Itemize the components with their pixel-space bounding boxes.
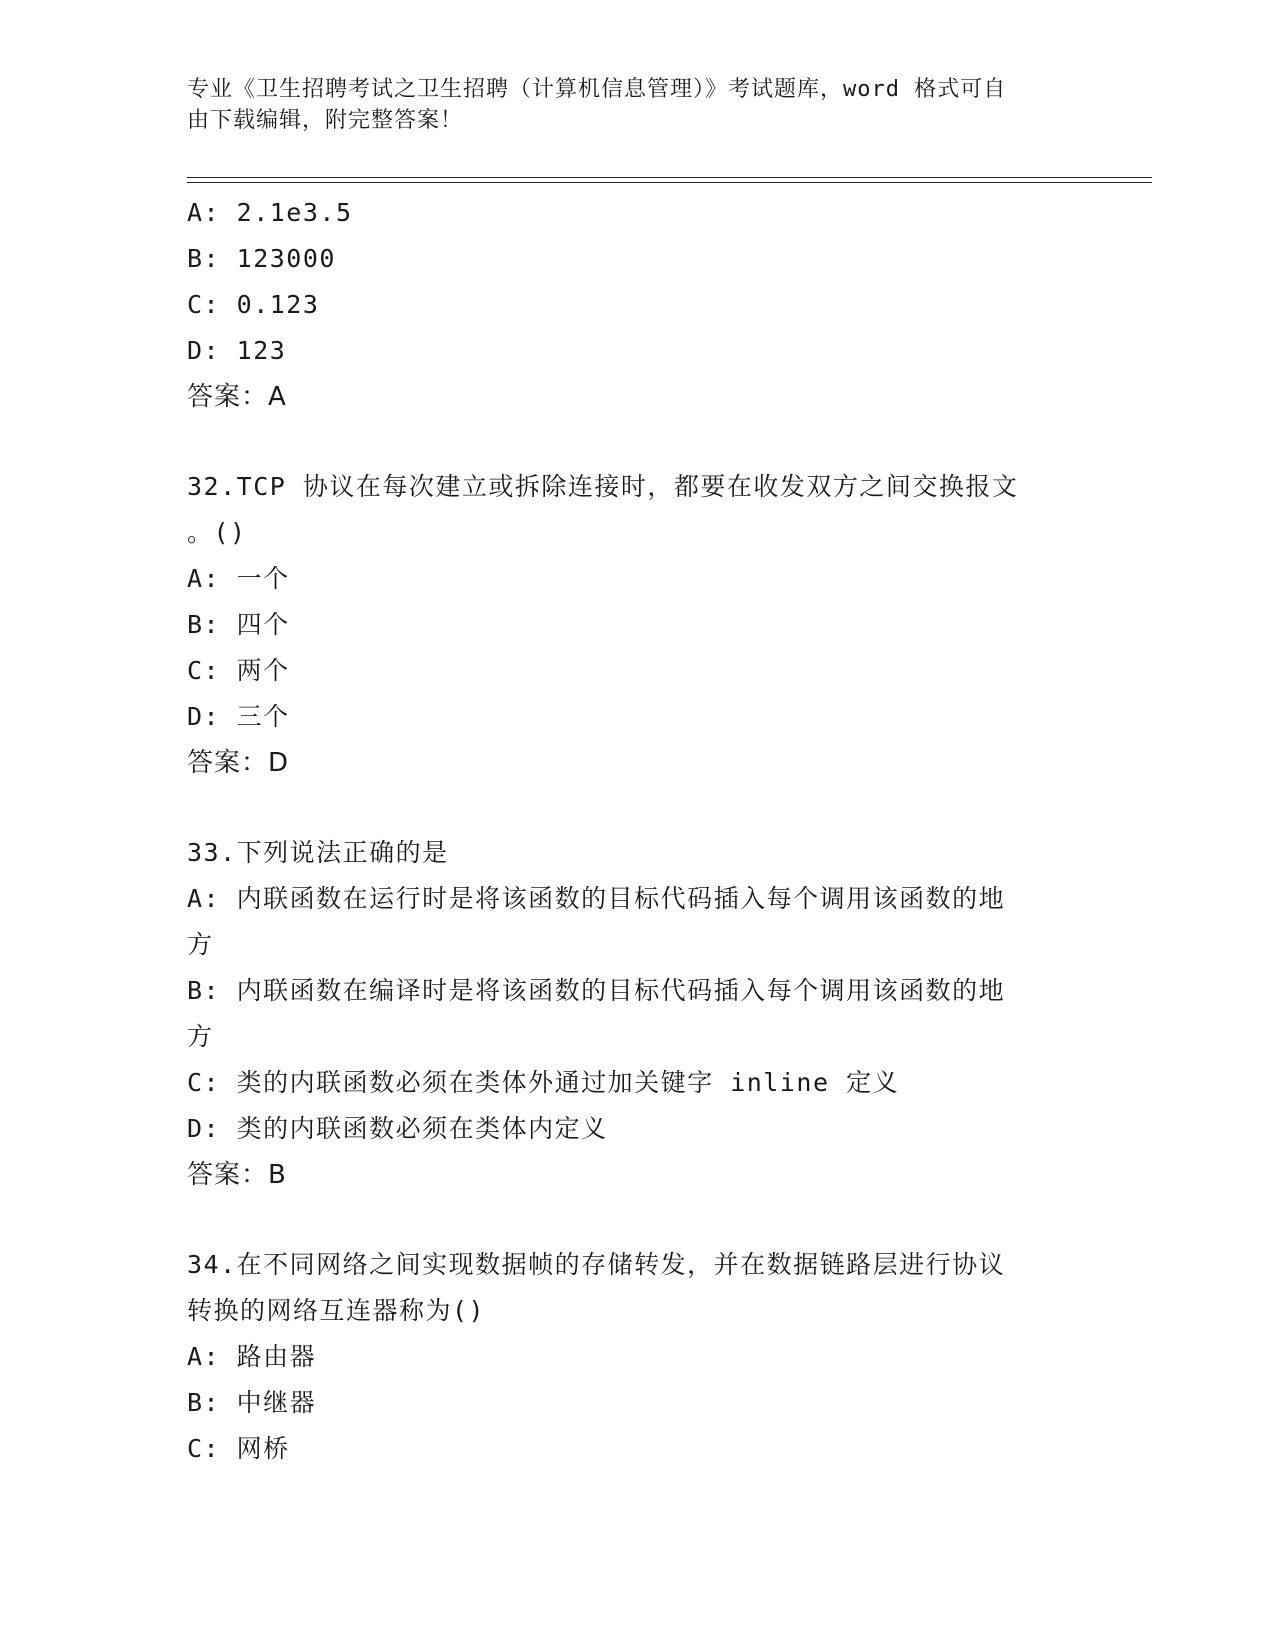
answer-label: 答案：B bbox=[187, 1160, 287, 1190]
header-rule-top bbox=[187, 177, 1152, 178]
question-33 bbox=[187, 830, 1087, 1198]
option-a: A: 一个 bbox=[187, 564, 290, 593]
spacer bbox=[187, 786, 1087, 830]
question-list bbox=[187, 190, 1087, 1472]
answer-label: 答案：A bbox=[187, 382, 287, 412]
question-stem-continued: 转换的网络互连器称为() bbox=[187, 1296, 486, 1325]
option-a-continued: 方 bbox=[187, 930, 214, 959]
option-b: B: 123000 bbox=[187, 244, 336, 273]
question-34 bbox=[187, 1242, 1087, 1472]
question-stem-continued: 。() bbox=[187, 518, 247, 547]
question-stem: 32.TCP 协议在每次建立或拆除连接时，都要在收发双方之间交换报文 bbox=[187, 472, 1019, 501]
header-line-2: 由下载编辑，附完整答案！ bbox=[187, 108, 464, 133]
option-b: B: 四个 bbox=[187, 610, 290, 639]
question-31 bbox=[187, 190, 1087, 420]
option-b: B: 内联函数在编译时是将该函数的目标代码插入每个调用该函数的地 bbox=[187, 976, 1006, 1005]
header-line-1: 专业《卫生招聘考试之卫生招聘（计算机信息管理）》考试题库，word 格式可自 bbox=[187, 77, 1007, 102]
answer-label: 答案：D bbox=[187, 748, 290, 778]
header-rule-bottom bbox=[187, 182, 1152, 183]
option-a: A: 路由器 bbox=[187, 1342, 317, 1371]
option-d: D: 三个 bbox=[187, 702, 290, 731]
option-c: C: 两个 bbox=[187, 656, 290, 685]
question-stem: 33.下列说法正确的是 bbox=[187, 838, 449, 867]
option-a: A: 2.1e3.5 bbox=[187, 198, 353, 227]
option-c: C: 类的内联函数必须在类体外通过加关键字 inline 定义 bbox=[187, 1068, 900, 1097]
question-32 bbox=[187, 464, 1087, 786]
option-a: A: 内联函数在运行时是将该函数的目标代码插入每个调用该函数的地 bbox=[187, 884, 1006, 913]
option-c: C: 网桥 bbox=[187, 1434, 290, 1463]
option-c: C: 0.123 bbox=[187, 290, 320, 319]
spacer bbox=[187, 420, 1087, 464]
document-header bbox=[187, 74, 1067, 136]
spacer bbox=[187, 1198, 1087, 1242]
option-d: D: 123 bbox=[187, 336, 287, 365]
option-b: B: 中继器 bbox=[187, 1388, 317, 1417]
option-b-continued: 方 bbox=[187, 1022, 214, 1051]
question-stem: 34.在不同网络之间实现数据帧的存储转发，并在数据链路层进行协议 bbox=[187, 1250, 1006, 1279]
option-d: D: 类的内联函数必须在类体内定义 bbox=[187, 1114, 608, 1143]
